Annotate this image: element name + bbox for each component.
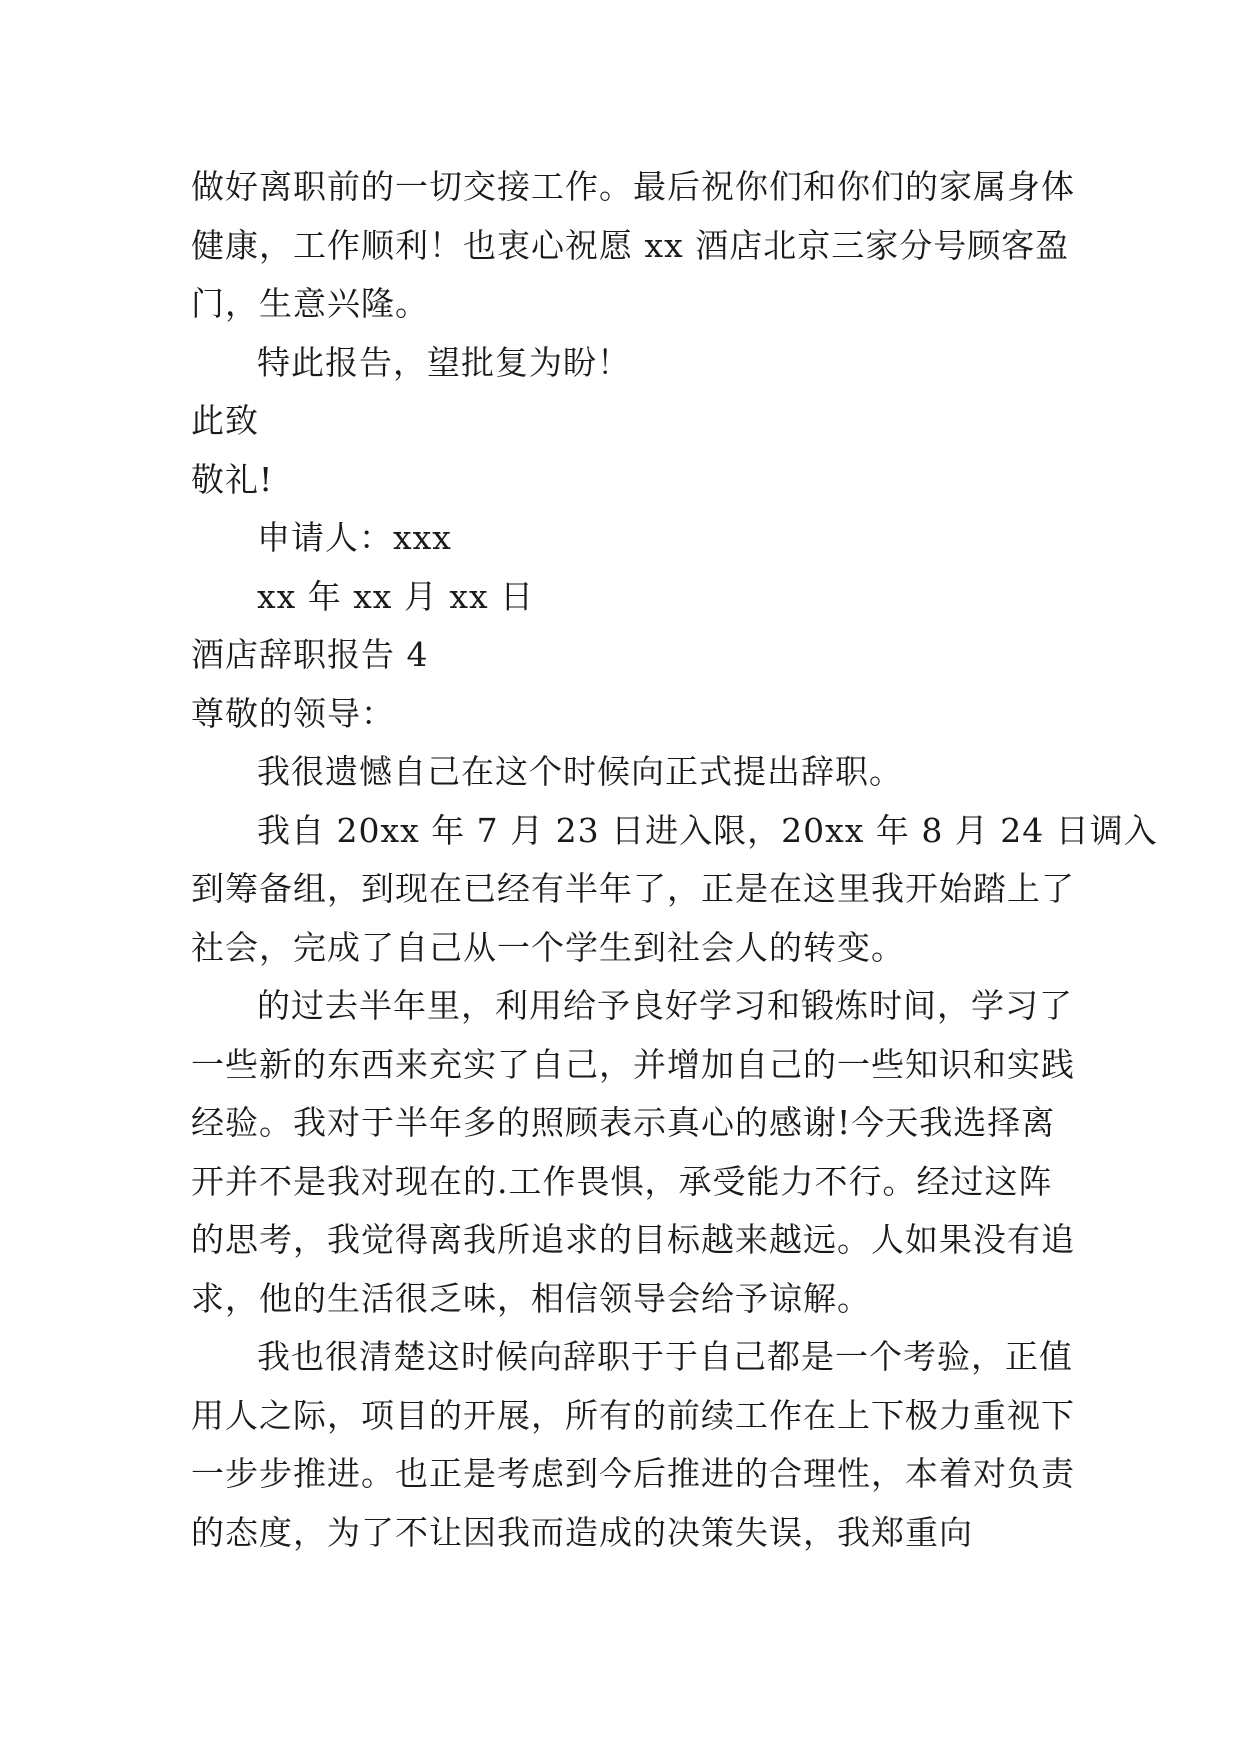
text-line-19: 的思考，我觉得离我所追求的目标越来越远。人如果没有追 xyxy=(191,1220,1075,1259)
text-line-14: 社会，完成了自己从一个学生到社会人的转变。 xyxy=(191,927,905,967)
applicant-line: 申请人：xxx xyxy=(257,518,452,557)
text-line-17: 经验。我对于半年多的照顾表示真心的感谢!今天我选择离 xyxy=(191,1103,1056,1142)
date-line: xx 年 xx 月 xx 日 xyxy=(257,576,535,616)
text-line-3: 门，生意兴隆。 xyxy=(191,284,429,323)
regards-line: 敬礼! xyxy=(191,459,274,499)
document-page xyxy=(191,158,1158,1562)
text-line-12: 我自 20xx 年 7 月 23 日进入限，20xx 年 8 月 24 日调入 xyxy=(257,810,1158,850)
text-line-23: 一步步推进。也正是考虑到今后推进的合理性，本着对负责 xyxy=(191,1454,1075,1493)
salutation-line: 此致 xyxy=(191,401,259,440)
text-line-21: 我也很清楚这时候向辞职于于自己都是一个考验，正值 xyxy=(257,1337,1073,1376)
greeting-line: 尊敬的领导： xyxy=(191,693,395,733)
text-line-13: 到筹备组，到现在已经有半年了，正是在这里我开始踏上了 xyxy=(191,869,1075,908)
text-line-4: 特此报告，望批复为盼！ xyxy=(257,342,631,382)
text-line-20: 求，他的生活很乏味，相信领导会给予谅解。 xyxy=(191,1278,871,1318)
text-line-11: 我很遗憾自己在这个时候向正式提出辞职。 xyxy=(257,752,903,791)
text-line-15: 的过去半年里，利用给予良好学习和锻炼时间，学习了 xyxy=(257,986,1073,1025)
text-line-22: 用人之际，项目的开展，所有的前续工作在上下极力重视下 xyxy=(191,1395,1075,1435)
text-line-18: 开并不是我对现在的.工作畏惧，承受能力不行。经过这阵 xyxy=(191,1161,1053,1201)
section-title: 酒店辞职报告 4 xyxy=(191,635,429,674)
text-line-24: 的态度，为了不让因我而造成的决策失误，我郑重向 xyxy=(191,1512,973,1552)
text-line-16: 一些新的东西来充实了自己，并增加自己的一些知识和实践 xyxy=(191,1044,1075,1084)
text-line-2: 健康，工作顺利！也衷心祝愿 xx 酒店北京三家分号顾客盈 xyxy=(191,225,1070,265)
text-line-1: 做好离职前的一切交接工作。最后祝你们和你们的家属身体 xyxy=(191,167,1075,206)
